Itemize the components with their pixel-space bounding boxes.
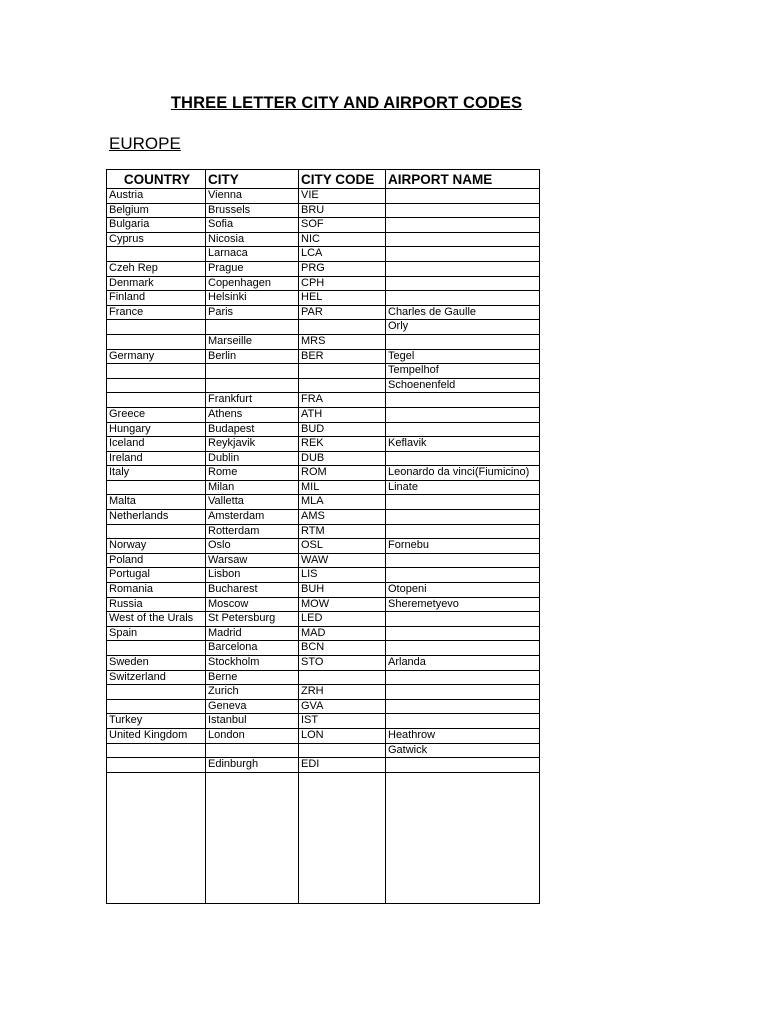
airport-name-cell	[386, 334, 540, 349]
city-cell: Budapest	[206, 422, 299, 437]
airport-name-cell	[386, 203, 540, 218]
country-cell	[107, 758, 206, 773]
city-code-cell: PRG	[299, 261, 386, 276]
country-cell	[107, 320, 206, 335]
airport-name-cell: Fornebu	[386, 539, 540, 554]
city-cell: Lisbon	[206, 568, 299, 583]
city-code-cell: MRS	[299, 334, 386, 349]
airport-name-cell: Keflavik	[386, 437, 540, 452]
country-cell	[107, 685, 206, 700]
city-code-cell	[299, 743, 386, 758]
city-code-cell: LED	[299, 612, 386, 627]
city-cell: Barcelona	[206, 641, 299, 656]
table-row	[107, 378, 540, 393]
city-code-cell	[299, 378, 386, 393]
country-cell: Netherlands	[107, 510, 206, 525]
city-code-cell: NIC	[299, 232, 386, 247]
airport-name-cell: Sheremetyevo	[386, 597, 540, 612]
airport-name-cell	[386, 232, 540, 247]
airport-name-cell	[386, 641, 540, 656]
city-code-cell: LIS	[299, 568, 386, 583]
city-code-cell: MLA	[299, 495, 386, 510]
airport-name-cell: Tempelhof	[386, 364, 540, 379]
city-cell	[206, 320, 299, 335]
city-cell: Berlin	[206, 349, 299, 364]
airport-name-cell	[386, 407, 540, 422]
city-cell: Larnaca	[206, 247, 299, 262]
table-row	[107, 539, 540, 554]
country-cell: Austria	[107, 189, 206, 204]
table-row	[107, 291, 540, 306]
city-cell: Sofia	[206, 218, 299, 233]
airport-name-cell	[386, 685, 540, 700]
city-cell: Marseille	[206, 334, 299, 349]
city-code-cell: BER	[299, 349, 386, 364]
country-cell: Portugal	[107, 568, 206, 583]
city-cell: St Petersburg	[206, 612, 299, 627]
country-cell: Belgium	[107, 203, 206, 218]
city-code-cell: BUH	[299, 583, 386, 598]
country-cell	[107, 699, 206, 714]
airport-name-cell: Orly	[386, 320, 540, 335]
country-cell: Malta	[107, 495, 206, 510]
table-row	[107, 334, 540, 349]
table-row	[107, 597, 540, 612]
country-cell	[107, 480, 206, 495]
table-row	[107, 728, 540, 743]
city-cell: Paris	[206, 305, 299, 320]
city-code-cell: LON	[299, 728, 386, 743]
city-cell	[206, 378, 299, 393]
country-cell: Sweden	[107, 656, 206, 671]
city-code-cell: RTM	[299, 524, 386, 539]
airport-name-cell	[386, 714, 540, 729]
airport-name-cell	[386, 451, 540, 466]
city-code-cell	[299, 364, 386, 379]
city-code-cell: CPH	[299, 276, 386, 291]
airport-name-cell	[386, 699, 540, 714]
airport-name-cell	[386, 758, 540, 773]
airport-name-cell	[386, 393, 540, 408]
airport-name-cell: Arlanda	[386, 656, 540, 671]
country-cell: Bulgaria	[107, 218, 206, 233]
country-cell	[107, 641, 206, 656]
city-cell: Berne	[206, 670, 299, 685]
table-row	[107, 510, 540, 525]
table-row	[107, 480, 540, 495]
city-code-cell: BCN	[299, 641, 386, 656]
table-header-row	[107, 170, 540, 189]
city-code-cell: HEL	[299, 291, 386, 306]
region-heading: EUROPE	[109, 134, 181, 153]
airport-name-cell	[386, 189, 540, 204]
airport-name-cell	[386, 276, 540, 291]
document-title: THREE LETTER CITY AND AIRPORT CODES	[170, 94, 523, 112]
airport-name-cell	[386, 524, 540, 539]
airport-name-cell	[386, 568, 540, 583]
table-row	[107, 743, 540, 758]
table-row	[107, 407, 540, 422]
table-row	[107, 758, 540, 773]
table-row	[107, 393, 540, 408]
country-cell: Switzerland	[107, 670, 206, 685]
city-cell: Oslo	[206, 539, 299, 554]
city-cell: Helsinki	[206, 291, 299, 306]
city-cell: Rotterdam	[206, 524, 299, 539]
table-row	[107, 685, 540, 700]
empty-cell	[107, 772, 206, 903]
country-cell: Cyprus	[107, 232, 206, 247]
city-code-cell: AMS	[299, 510, 386, 525]
city-cell: Geneva	[206, 699, 299, 714]
city-code-cell: GVA	[299, 699, 386, 714]
table-row	[107, 320, 540, 335]
city-cell: Copenhagen	[206, 276, 299, 291]
city-code-cell: MAD	[299, 626, 386, 641]
city-cell	[206, 364, 299, 379]
city-cell: Vienna	[206, 189, 299, 204]
table-row	[107, 437, 540, 452]
table-row	[107, 261, 540, 276]
country-cell: United Kingdom	[107, 728, 206, 743]
country-cell	[107, 743, 206, 758]
airport-name-cell: Linate	[386, 480, 540, 495]
city-code-cell: MIL	[299, 480, 386, 495]
airport-name-cell	[386, 670, 540, 685]
table-row	[107, 276, 540, 291]
table-row	[107, 641, 540, 656]
airport-name-cell	[386, 218, 540, 233]
country-cell: France	[107, 305, 206, 320]
city-code-cell: EDI	[299, 758, 386, 773]
airport-name-cell	[386, 510, 540, 525]
airport-name-cell	[386, 291, 540, 306]
country-cell: Poland	[107, 553, 206, 568]
country-cell: Turkey	[107, 714, 206, 729]
country-cell: Finland	[107, 291, 206, 306]
city-cell: Moscow	[206, 597, 299, 612]
airport-name-cell: Otopeni	[386, 583, 540, 598]
city-code-cell: ROM	[299, 466, 386, 481]
city-cell: Stockholm	[206, 656, 299, 671]
city-cell: Prague	[206, 261, 299, 276]
city-code-cell: ZRH	[299, 685, 386, 700]
airport-name-cell	[386, 261, 540, 276]
city-code-cell: OSL	[299, 539, 386, 554]
country-cell: Hungary	[107, 422, 206, 437]
table-row	[107, 626, 540, 641]
city-cell: Madrid	[206, 626, 299, 641]
airport-name-cell: Schoenenfeld	[386, 378, 540, 393]
city-code-cell: DUB	[299, 451, 386, 466]
city-code-cell: LCA	[299, 247, 386, 262]
empty-cell	[299, 772, 386, 903]
table-row	[107, 495, 540, 510]
city-code-cell: IST	[299, 714, 386, 729]
city-code-cell	[299, 670, 386, 685]
table-row	[107, 247, 540, 262]
table-row	[107, 218, 540, 233]
table-row	[107, 583, 540, 598]
airport-name-cell	[386, 247, 540, 262]
header-airport-name: AIRPORT NAME	[386, 170, 540, 189]
table-row	[107, 232, 540, 247]
country-cell	[107, 524, 206, 539]
country-cell: Greece	[107, 407, 206, 422]
city-code-cell: ATH	[299, 407, 386, 422]
table-row	[107, 524, 540, 539]
city-cell: Dublin	[206, 451, 299, 466]
airport-name-cell: Tegel	[386, 349, 540, 364]
city-codes-table	[106, 169, 540, 904]
table-row	[107, 714, 540, 729]
table-row	[107, 568, 540, 583]
table-row	[107, 553, 540, 568]
country-cell: West of the Urals	[107, 612, 206, 627]
city-code-cell: BUD	[299, 422, 386, 437]
table-row	[107, 422, 540, 437]
city-cell: Amsterdam	[206, 510, 299, 525]
city-cell: Brussels	[206, 203, 299, 218]
country-cell: Spain	[107, 626, 206, 641]
airport-name-cell	[386, 626, 540, 641]
city-code-cell: PAR	[299, 305, 386, 320]
city-cell: Nicosia	[206, 232, 299, 247]
city-code-cell: SOF	[299, 218, 386, 233]
city-cell: London	[206, 728, 299, 743]
airport-name-cell: Charles de Gaulle	[386, 305, 540, 320]
empty-filler-row	[107, 772, 540, 903]
table-row	[107, 203, 540, 218]
city-code-cell: VIE	[299, 189, 386, 204]
city-cell: Reykjavik	[206, 437, 299, 452]
header-city: CITY	[206, 170, 299, 189]
city-cell: Edinburgh	[206, 758, 299, 773]
city-cell: Milan	[206, 480, 299, 495]
country-cell: Russia	[107, 597, 206, 612]
city-cell: Istanbul	[206, 714, 299, 729]
city-code-cell: MOW	[299, 597, 386, 612]
header-country: COUNTRY	[107, 170, 206, 189]
empty-cell	[386, 772, 540, 903]
country-cell: Italy	[107, 466, 206, 481]
country-cell	[107, 334, 206, 349]
city-code-cell: STO	[299, 656, 386, 671]
city-cell: Rome	[206, 466, 299, 481]
city-code-cell: BRU	[299, 203, 386, 218]
country-cell: Czeh Rep	[107, 261, 206, 276]
city-cell: Valletta	[206, 495, 299, 510]
airport-name-cell: Gatwick	[386, 743, 540, 758]
country-cell	[107, 364, 206, 379]
country-cell: Denmark	[107, 276, 206, 291]
table-row	[107, 451, 540, 466]
city-code-cell: REK	[299, 437, 386, 452]
country-cell	[107, 393, 206, 408]
airport-name-cell	[386, 495, 540, 510]
country-cell: Iceland	[107, 437, 206, 452]
table-row	[107, 670, 540, 685]
airport-name-cell: Leonardo da vinci(Fiumicino)	[386, 466, 540, 481]
city-cell: Athens	[206, 407, 299, 422]
empty-cell	[206, 772, 299, 903]
city-cell	[206, 743, 299, 758]
country-cell: Romania	[107, 583, 206, 598]
country-cell: Ireland	[107, 451, 206, 466]
city-code-cell: FRA	[299, 393, 386, 408]
airport-name-cell	[386, 612, 540, 627]
country-cell	[107, 247, 206, 262]
table-row	[107, 364, 540, 379]
airport-name-cell: Heathrow	[386, 728, 540, 743]
table-row	[107, 656, 540, 671]
country-cell: Norway	[107, 539, 206, 554]
city-code-cell: WAW	[299, 553, 386, 568]
city-cell: Frankfurt	[206, 393, 299, 408]
city-cell: Zurich	[206, 685, 299, 700]
city-cell: Bucharest	[206, 583, 299, 598]
table-row	[107, 466, 540, 481]
country-cell: Germany	[107, 349, 206, 364]
city-cell: Warsaw	[206, 553, 299, 568]
airport-name-cell	[386, 422, 540, 437]
table-row	[107, 189, 540, 204]
table-row	[107, 305, 540, 320]
table-row	[107, 699, 540, 714]
city-code-cell	[299, 320, 386, 335]
table-row	[107, 349, 540, 364]
country-cell	[107, 378, 206, 393]
table-row	[107, 612, 540, 627]
header-city-code: CITY CODE	[299, 170, 386, 189]
table-body	[107, 189, 540, 904]
airport-name-cell	[386, 553, 540, 568]
